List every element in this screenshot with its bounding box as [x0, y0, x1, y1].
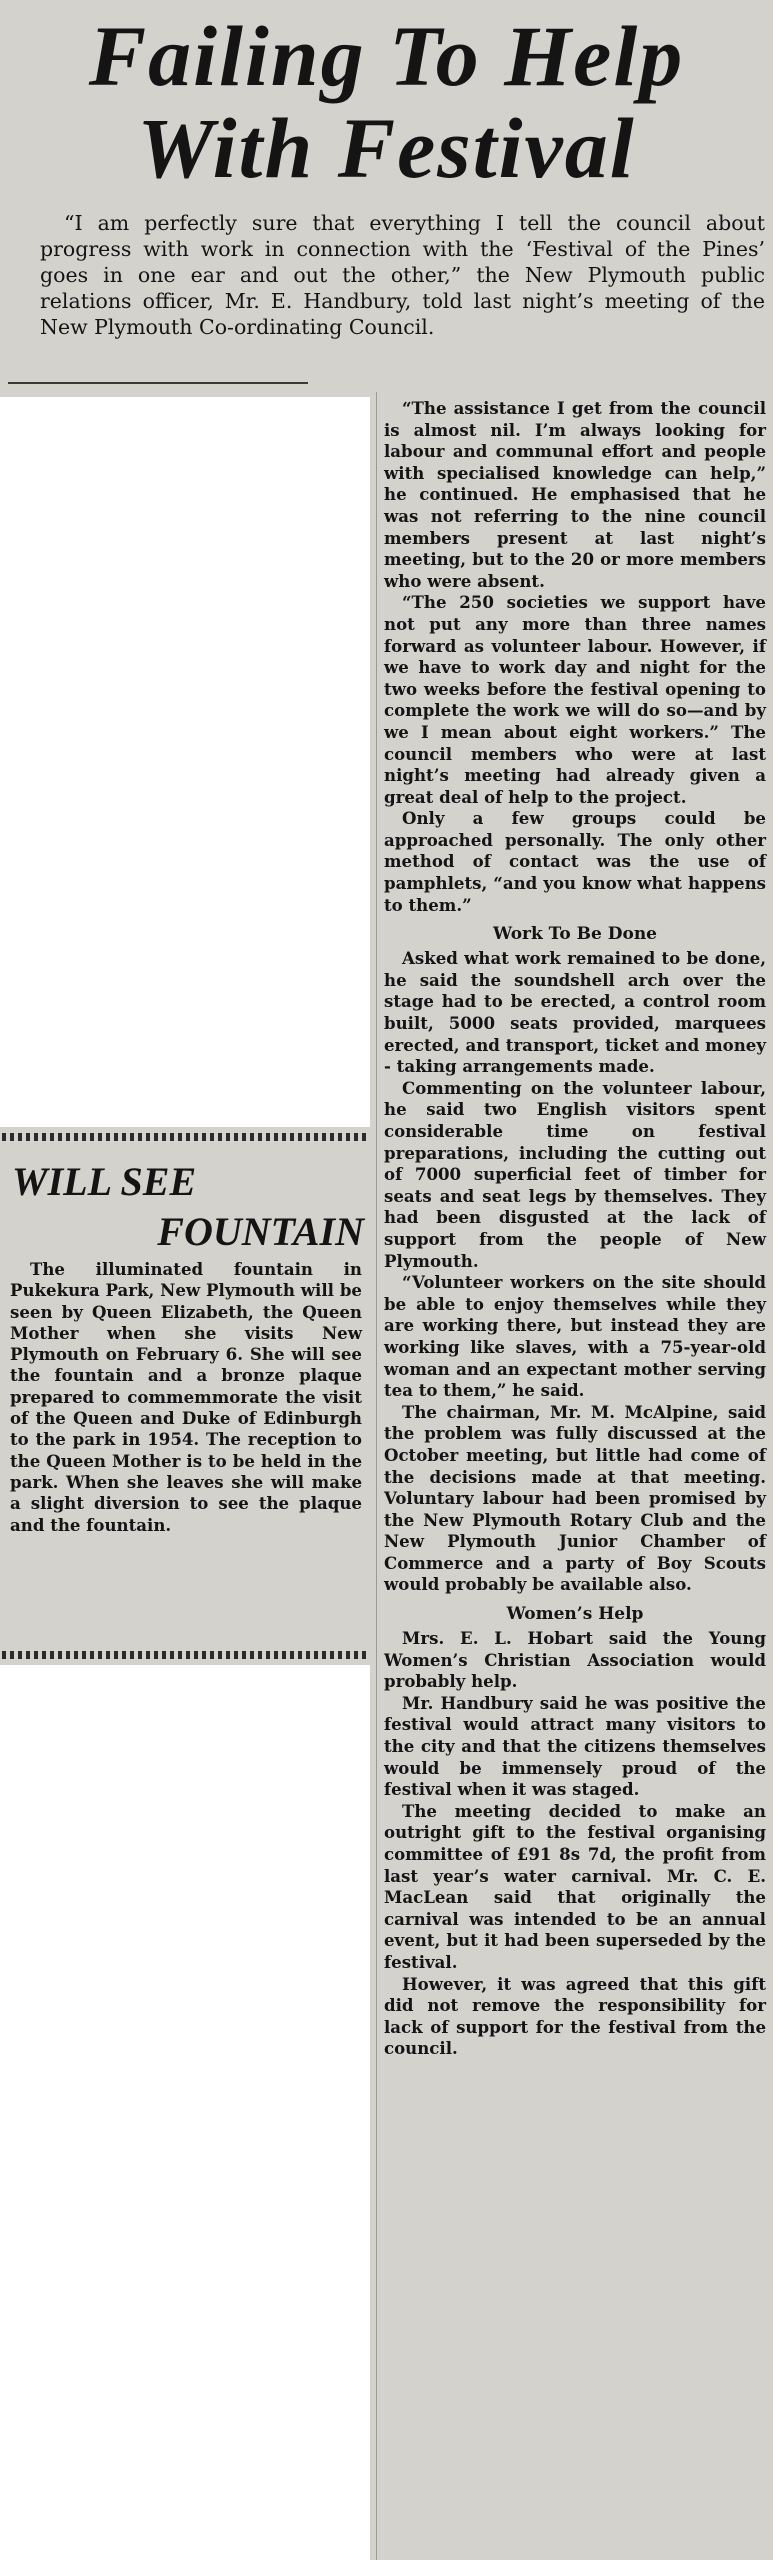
article-paragraph: Mrs. E. L. Hobart said the Young Women’s Christian Association would probably help.: [384, 1628, 766, 1692]
article-paragraph: “Volunteer workers on the site should be able to enjoy themselves while they are working there, but instead they are working like slaves, with a 75-year-old woman and an expectant mother serving tea to them,” he said.: [384, 1272, 766, 1401]
wavy-border-bottom: [2, 1651, 368, 1659]
column-divider: [376, 392, 377, 2560]
wavy-border-top: [2, 1133, 368, 1141]
subheading-womens-help: Women’s Help: [506, 1604, 644, 1625]
blank-area-bottom: [0, 1665, 370, 2560]
headline: [0, 0, 773, 194]
article-paragraph: Asked what work remained to be done, he said the soundshell arch over the stage had to be erected, a control room built, 5000 seats provided, marquees erected, and transport, ticket and money - taking arrangements made.: [384, 948, 766, 1077]
blank-area-top: [0, 397, 370, 1127]
sidebar-body: The illuminated fountain in Pukekura Park, New Plymouth will be seen by Queen Elizabeth, the Queen Mother when she visits New Plymouth on February 6. She will see the fountain and a bronze plaque prepared to commemmorate the visit of the Queen and Duke of Edinburgh to the park in 1954. The reception to the Queen Mother is to be held in the park. When she leaves she will make a slight diversion to see the plaque and the fountain.: [10, 1259, 362, 1535]
sidebar-title-line-1: WILL SEE: [12, 1159, 197, 1204]
article-paragraph: Commenting on the volunteer labour, he said two English visitors spent considerable time on festival preparations, including the cutting out of 7000 superficial feet of timber for seats and seat legs by themselves. They had been disgusted at the lack of support from the people of New Plymouth.: [384, 1077, 766, 1271]
article-paragraph: Only a few groups could be approached personally. The only other method of contact was the use of pamphlets, “and you know what happens to them.”: [384, 808, 766, 915]
article-paragraph: The meeting decided to make an outright gift to the festival organising committee of £91 8s 7d, the profit from last year’s water carnival. Mr. C. E. MacLean said that originally the carnival was intended to be an annual event, but it had been superseded by the festival.: [384, 1800, 766, 1972]
intro-paragraph: “I am perfectly sure that everything I tell the council about progress with work in connection with the ‘Festival of the Pines’ goes in one ear and out the other,” the New Plymouth public relations officer, Mr. E. Handbury, told last night’s meeting of the New Plymouth Co-ordinating Council.: [40, 211, 765, 339]
headline-line-1: Failing To Help: [88, 8, 685, 104]
subheading-work-to-be-done: Work To Be Done: [492, 924, 657, 945]
headline-line-2: With Festival: [137, 100, 636, 196]
article-paragraph: Mr. Handbury said he was positive the festival would attract many visitors to the city and that the citizens themselves would be immensely proud of the festival when it was staged.: [384, 1692, 766, 1800]
article-column: [384, 398, 766, 2060]
column-rule: [8, 382, 308, 384]
sidebar-title-line-2: FOUNTAIN: [157, 1209, 364, 1254]
article-paragraph: “The assistance I get from the council is almost nil. I’m always looking for labour and communal effort and people with specialised knowledge can help,” he continued. He emphasised that he was not referring to the nine council members present at last night’s meeting, but to the 20 or more members who were absent.: [384, 398, 766, 591]
article-paragraph: However, it was agreed that this gift did not remove the responsibility for lack of support for the festival from the council.: [384, 1973, 766, 2059]
sidebar-box: [0, 1127, 370, 1665]
article-paragraph: “The 250 societies we support have not put any more than three names forward as volunteer labour. However, if we have to work day and night for the two weeks before the festival opening to complete the work we will do so—and by we I mean about eight workers.” The council members who were at last night’s meeting had already given a great deal of help to the project.: [384, 592, 766, 807]
sidebar-title: [12, 1157, 364, 1257]
article-paragraph: The chairman, Mr. M. McAlpine, said the problem was fully discussed at the October meeting, but little had come of the decisions made at that meeting. Voluntary labour had been promised by the New Plymouth Rotary Club and the New Plymouth Junior Chamber of Commerce and a party of Boy Scouts would probably be available also.: [384, 1401, 766, 1595]
